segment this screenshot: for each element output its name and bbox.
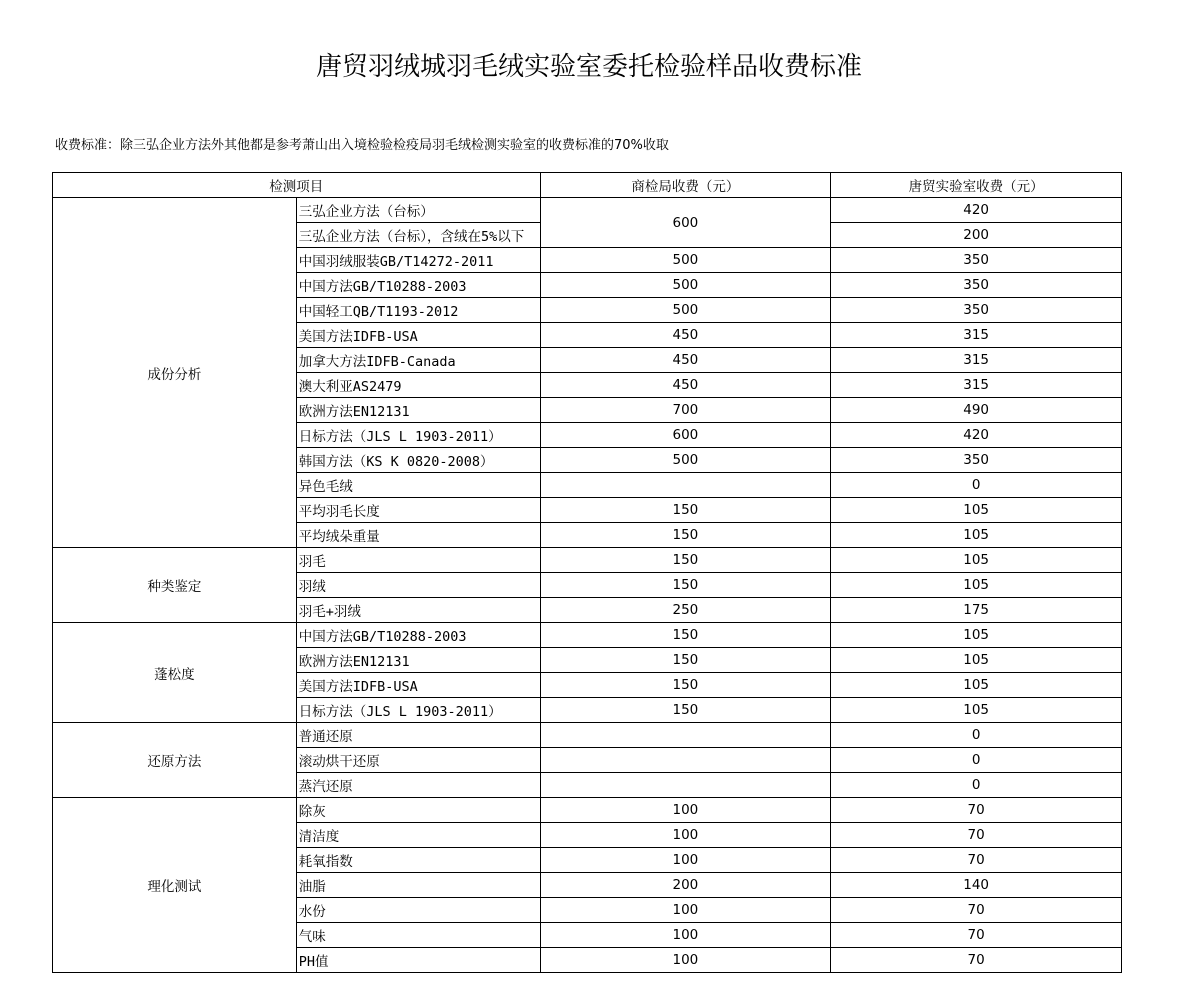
fee-lab-cell: 105 bbox=[831, 673, 1122, 698]
category-cell: 种类鉴定 bbox=[53, 548, 297, 623]
fee-bureau-cell bbox=[540, 748, 831, 773]
fee-lab-cell: 490 bbox=[831, 398, 1122, 423]
category-cell: 蓬松度 bbox=[53, 623, 297, 723]
fee-lab-cell: 105 bbox=[831, 523, 1122, 548]
item-cell: 欧洲方法EN12131 bbox=[296, 648, 540, 673]
fee-bureau-cell: 700 bbox=[540, 398, 831, 423]
fee-lab-cell: 420 bbox=[831, 423, 1122, 448]
fee-lab-cell: 0 bbox=[831, 723, 1122, 748]
fee-bureau-cell: 150 bbox=[540, 673, 831, 698]
fee-bureau-cell: 100 bbox=[540, 798, 831, 823]
fee-bureau-cell: 100 bbox=[540, 848, 831, 873]
item-cell: 日标方法（JLS L 1903-2011） bbox=[296, 698, 540, 723]
page-title: 唐贸羽绒城羽毛绒实验室委托检验样品收费标准 bbox=[315, 52, 862, 82]
fee-lab-cell: 350 bbox=[831, 448, 1122, 473]
fee-bureau-cell bbox=[540, 773, 831, 798]
fee-lab-cell: 70 bbox=[831, 898, 1122, 923]
category-cell: 理化测试 bbox=[53, 798, 297, 973]
item-cell: 羽毛 bbox=[296, 548, 540, 573]
item-cell: 欧洲方法EN12131 bbox=[296, 398, 540, 423]
table-header-row bbox=[53, 173, 1122, 198]
item-cell: 滚动烘干还原 bbox=[296, 748, 540, 773]
item-cell: 三弘企业方法（台标） bbox=[296, 198, 540, 223]
fee-lab-cell: 0 bbox=[831, 473, 1122, 498]
header-fee-bureau: 商检局收费（元） bbox=[540, 173, 831, 198]
item-cell: 中国方法GB/T10288-2003 bbox=[296, 623, 540, 648]
fee-lab-cell: 350 bbox=[831, 298, 1122, 323]
fee-bureau-cell: 450 bbox=[540, 373, 831, 398]
fee-lab-cell: 70 bbox=[831, 823, 1122, 848]
fee-bureau-cell: 600 bbox=[540, 198, 831, 248]
item-cell: 中国方法GB/T10288-2003 bbox=[296, 273, 540, 298]
fee-lab-cell: 200 bbox=[831, 223, 1122, 248]
header-item: 检测项目 bbox=[53, 173, 541, 198]
table-row bbox=[53, 623, 1122, 648]
item-cell: 油脂 bbox=[296, 873, 540, 898]
fee-bureau-cell: 250 bbox=[540, 598, 831, 623]
fee-bureau-cell: 500 bbox=[540, 273, 831, 298]
table-row bbox=[53, 548, 1122, 573]
category-cell: 成份分析 bbox=[53, 198, 297, 548]
fee-lab-cell: 315 bbox=[831, 373, 1122, 398]
fee-bureau-cell: 150 bbox=[540, 623, 831, 648]
item-cell: 气味 bbox=[296, 923, 540, 948]
fee-lab-cell: 350 bbox=[831, 248, 1122, 273]
item-cell: 三弘企业方法（台标），含绒在5%以下 bbox=[296, 223, 540, 248]
item-cell: 中国轻工QB/T1193-2012 bbox=[296, 298, 540, 323]
fee-bureau-cell: 500 bbox=[540, 448, 831, 473]
fee-bureau-cell bbox=[540, 473, 831, 498]
fee-bureau-cell: 200 bbox=[540, 873, 831, 898]
fee-lab-cell: 105 bbox=[831, 573, 1122, 598]
fee-bureau-cell: 500 bbox=[540, 248, 831, 273]
fee-lab-cell: 105 bbox=[831, 698, 1122, 723]
category-cell: 还原方法 bbox=[53, 723, 297, 798]
item-cell: 普通还原 bbox=[296, 723, 540, 748]
fee-bureau-cell: 150 bbox=[540, 698, 831, 723]
fee-bureau-cell: 450 bbox=[540, 348, 831, 373]
fee-lab-cell: 70 bbox=[831, 798, 1122, 823]
fee-lab-cell: 350 bbox=[831, 273, 1122, 298]
item-cell: 平均绒朵重量 bbox=[296, 523, 540, 548]
fee-bureau-cell: 100 bbox=[540, 923, 831, 948]
fee-lab-cell: 70 bbox=[831, 923, 1122, 948]
item-cell: 清洁度 bbox=[296, 823, 540, 848]
item-cell: 日标方法（JLS L 1903-2011） bbox=[296, 423, 540, 448]
fee-note: 收费标准：除三弘企业方法外其他都是参考萧山出入境检验检疫局羽毛绒检测实验室的收费标准的70%收取 bbox=[55, 138, 669, 153]
item-cell: 耗氧指数 bbox=[296, 848, 540, 873]
fee-bureau-cell: 600 bbox=[540, 423, 831, 448]
item-cell: 蒸汽还原 bbox=[296, 773, 540, 798]
fee-lab-cell: 105 bbox=[831, 648, 1122, 673]
item-cell: PH值 bbox=[296, 948, 540, 973]
table-row bbox=[53, 723, 1122, 748]
fee-lab-cell: 315 bbox=[831, 323, 1122, 348]
item-cell: 中国羽绒服装GB/T14272-2011 bbox=[296, 248, 540, 273]
item-cell: 除灰 bbox=[296, 798, 540, 823]
fee-bureau-cell: 100 bbox=[540, 898, 831, 923]
item-cell: 水份 bbox=[296, 898, 540, 923]
fee-lab-cell: 105 bbox=[831, 548, 1122, 573]
fee-lab-cell: 140 bbox=[831, 873, 1122, 898]
item-cell: 澳大利亚AS2479 bbox=[296, 373, 540, 398]
fee-lab-cell: 70 bbox=[831, 848, 1122, 873]
item-cell: 异色毛绒 bbox=[296, 473, 540, 498]
item-cell: 平均羽毛长度 bbox=[296, 498, 540, 523]
fee-lab-cell: 0 bbox=[831, 748, 1122, 773]
item-cell: 美国方法IDFB-USA bbox=[296, 323, 540, 348]
fee-lab-cell: 315 bbox=[831, 348, 1122, 373]
fee-bureau-cell: 450 bbox=[540, 323, 831, 348]
item-cell: 韩国方法（KS K 0820-2008） bbox=[296, 448, 540, 473]
fee-table bbox=[52, 172, 1122, 973]
fee-bureau-cell: 150 bbox=[540, 648, 831, 673]
fee-bureau-cell: 500 bbox=[540, 298, 831, 323]
table-row bbox=[53, 798, 1122, 823]
table-row bbox=[53, 198, 1122, 223]
fee-lab-cell: 105 bbox=[831, 623, 1122, 648]
item-cell: 美国方法IDFB-USA bbox=[296, 673, 540, 698]
fee-lab-cell: 0 bbox=[831, 773, 1122, 798]
fee-bureau-cell: 150 bbox=[540, 573, 831, 598]
fee-lab-cell: 175 bbox=[831, 598, 1122, 623]
item-cell: 羽绒 bbox=[296, 573, 540, 598]
fee-bureau-cell bbox=[540, 723, 831, 748]
fee-bureau-cell: 150 bbox=[540, 523, 831, 548]
fee-lab-cell: 420 bbox=[831, 198, 1122, 223]
fee-bureau-cell: 100 bbox=[540, 948, 831, 973]
fee-bureau-cell: 150 bbox=[540, 548, 831, 573]
item-cell: 加拿大方法IDFB-Canada bbox=[296, 348, 540, 373]
fee-bureau-cell: 150 bbox=[540, 498, 831, 523]
fee-lab-cell: 70 bbox=[831, 948, 1122, 973]
item-cell: 羽毛+羽绒 bbox=[296, 598, 540, 623]
header-fee-lab: 唐贸实验室收费（元） bbox=[831, 173, 1122, 198]
fee-lab-cell: 105 bbox=[831, 498, 1122, 523]
fee-bureau-cell: 100 bbox=[540, 823, 831, 848]
